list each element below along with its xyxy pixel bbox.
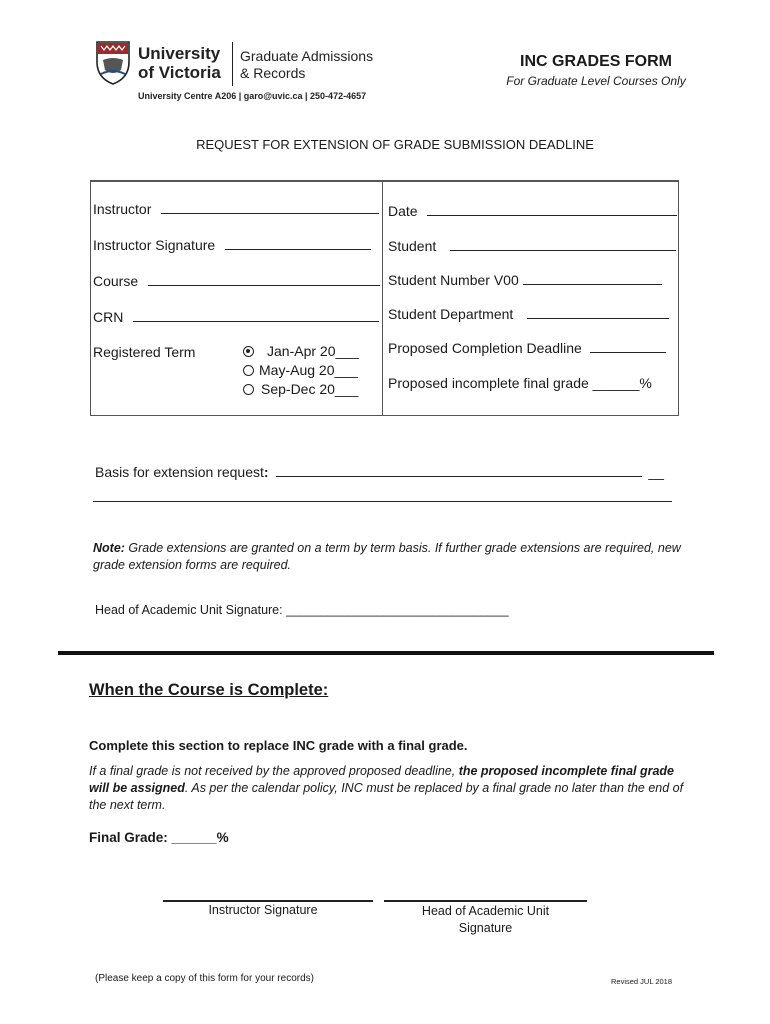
radio-selected-icon[interactable] (243, 346, 254, 357)
course-label: Course (93, 273, 139, 289)
proposed-incomplete-grade-field[interactable]: Proposed incomplete final grade ______% (388, 375, 652, 391)
section-divider (58, 651, 714, 655)
department-name: Graduate Admissions & Records (240, 48, 374, 81)
head-academic-unit-signature-field[interactable]: Head of Academic Unit Signature: ________________________________ (95, 603, 509, 617)
completion-policy: If a final grade is not received by the approved proposed deadline, the proposed incomplete final grade will be assigned. As per the calendar policy, INC must be replaced by a final grade no later than the end of the next term. (89, 764, 684, 812)
form-subtitle: For Graduate Level Courses Only (506, 74, 686, 88)
contact-info: University Centre A206 | garo@uvic.ca | 250-472-4657 (138, 91, 367, 101)
proposed-completion-deadline-field[interactable] (388, 340, 666, 356)
revision-date: Revised JUL 2018 (611, 977, 673, 986)
student-label: Student (388, 238, 437, 254)
date-label: Date (388, 203, 418, 219)
basis-continuation-line[interactable] (93, 501, 672, 502)
university-name: University of Victoria (138, 44, 221, 82)
table-column-divider (382, 182, 383, 416)
final-grade-field[interactable]: Final Grade: ______% (89, 830, 229, 845)
form-title: INC GRADES FORM (520, 53, 672, 70)
student-department-field[interactable] (388, 306, 669, 322)
term-option-may-aug[interactable]: May-Aug 20___ (243, 362, 358, 378)
instructor-field[interactable] (93, 201, 379, 217)
course-field[interactable] (93, 273, 380, 289)
head-signature-caption: Head of Academic Unit Signature (421, 904, 550, 935)
date-field[interactable] (388, 203, 677, 219)
student-department-label: Student Department (388, 306, 514, 322)
student-number-field[interactable] (388, 272, 662, 288)
instructor-line[interactable] (161, 201, 379, 214)
student-number-label: Student Number V00 (388, 272, 519, 288)
instructor-signature-label: Instructor Signature (93, 237, 216, 253)
radio-unselected-icon[interactable] (243, 365, 254, 376)
course-line[interactable] (148, 273, 380, 286)
proposed-completion-deadline-label: Proposed Completion Deadline (388, 340, 582, 356)
crn-line[interactable] (133, 309, 379, 322)
instructor-signature-line[interactable] (225, 237, 371, 250)
basis-for-extension-field[interactable]: Basis for extension request: __ (95, 464, 664, 480)
completion-section-heading: When the Course is Complete: (89, 681, 329, 699)
request-heading: REQUEST FOR EXTENSION OF GRADE SUBMISSION DEADLINE (196, 137, 594, 152)
term-option-jan-apr[interactable]: Jan-Apr 20___ (243, 343, 359, 359)
crn-field[interactable] (93, 309, 379, 325)
keep-copy-note: (Please keep a copy of this form for your records) (95, 973, 314, 984)
crn-label: CRN (93, 309, 124, 325)
instructor-signature-field[interactable] (93, 237, 371, 253)
radio-unselected-icon[interactable] (243, 384, 254, 395)
student-number-line[interactable] (523, 272, 662, 285)
date-line[interactable] (427, 203, 677, 216)
basis-label: Basis for extension request (95, 464, 264, 480)
uvic-crest-logo (95, 40, 131, 86)
student-department-line[interactable] (527, 306, 669, 319)
instructor-signature-line[interactable] (163, 900, 373, 902)
basis-line[interactable] (276, 464, 642, 477)
instructor-label: Instructor (93, 201, 152, 217)
proposed-completion-deadline-line[interactable] (590, 340, 666, 353)
student-line[interactable] (450, 238, 676, 251)
registered-term-label: Registered Term (93, 344, 196, 360)
instructor-signature-caption: Instructor Signature (208, 903, 318, 917)
completion-instruction: Complete this section to replace INC grade with a final grade. (89, 738, 468, 753)
term-option-sep-dec[interactable]: Sep-Dec 20___ (243, 381, 358, 397)
head-signature-line[interactable] (384, 900, 587, 902)
extension-note: Note: Grade extensions are granted on a term by term basis. If further grade extensions are required, new grade extension forms are required. (93, 541, 681, 572)
student-field[interactable] (388, 238, 676, 254)
logo-divider (232, 42, 233, 86)
